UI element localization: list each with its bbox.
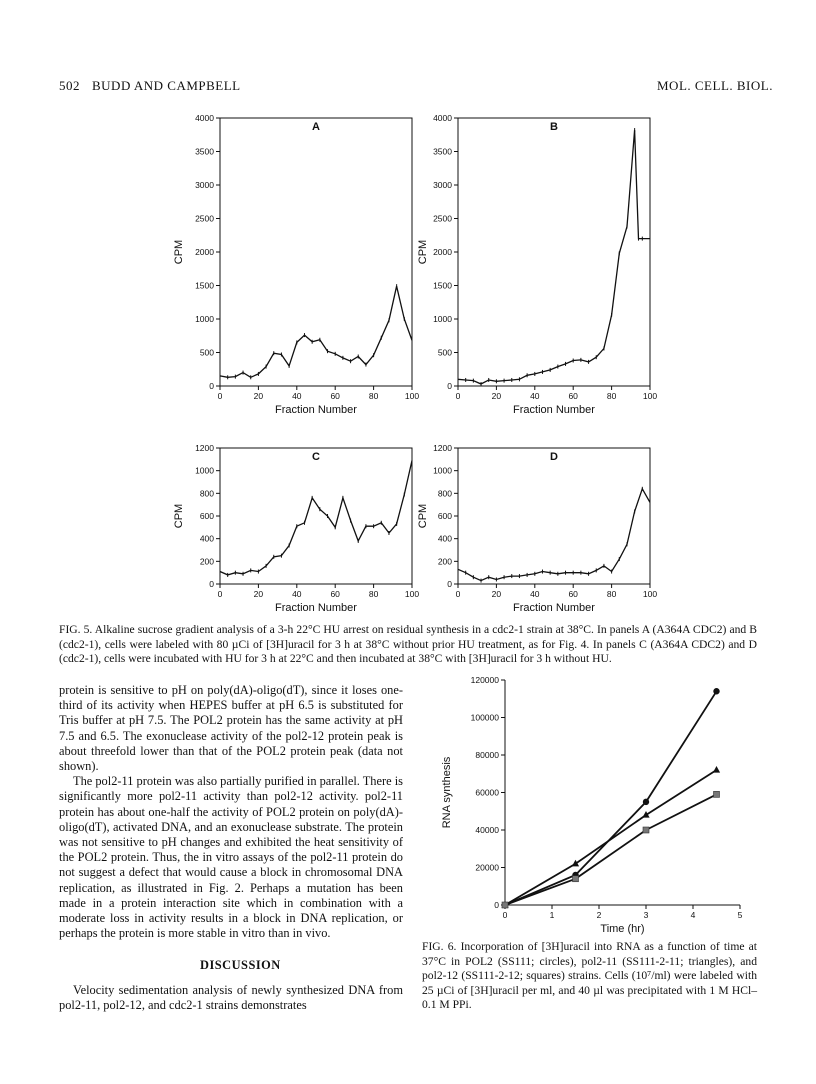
- data-point-circle: [713, 688, 719, 694]
- y-tick-label: 60000: [475, 787, 499, 798]
- y-tick-label: 3500: [195, 146, 214, 157]
- y-tick-label: 40000: [475, 825, 499, 835]
- fig5-panel-a-svg: [170, 110, 430, 416]
- x-tick-label: 100: [404, 391, 420, 401]
- x-tick-label: 80: [606, 589, 617, 599]
- y-tick-label: 4000: [433, 113, 452, 123]
- fig5-panel-a: [170, 110, 430, 415]
- x-axis-label: Time (hr): [600, 923, 645, 935]
- x-axis-label: Fraction Number: [275, 602, 357, 614]
- x-axis-label: Fraction Number: [513, 602, 595, 614]
- y-tick-label: 1500: [433, 280, 452, 291]
- y-tick-label: 2000: [433, 247, 452, 257]
- y-tick-label: 2000: [195, 247, 214, 257]
- panel-letter: A: [312, 121, 320, 133]
- x-tick-label: 60: [568, 589, 578, 599]
- discussion-heading: DISCUSSION: [200, 958, 281, 972]
- x-tick-label: 1: [549, 910, 555, 920]
- data-point-square: [502, 902, 508, 908]
- fig6-caption: FIG. 6. Incorporation of [3H]uracil into RNA as a function of time at 37°C in POL2 (SS111; circles), pol2-11 (SS111-2-11; triangles), and pol2-12 (SS111-2-12; squares) strains. Cells (10⁷/ml) were labeled with 25 µCi of [3H]uracil per ml, and 40 µl was precipitated with 1 M HCl–0.1 M PPi.: [422, 940, 757, 1011]
- fig5-panel-d-svg: [408, 440, 668, 620]
- x-axis-label: Fraction Number: [275, 404, 357, 416]
- x-tick-label: 20: [253, 589, 264, 599]
- fig6-chart: [430, 670, 760, 945]
- y-tick-label: 1200: [433, 443, 452, 453]
- panel-letter: C: [312, 451, 320, 463]
- y-axis-label: CPM: [417, 239, 429, 265]
- y-tick-label: 500: [437, 347, 452, 358]
- x-tick-label: 0: [217, 391, 223, 401]
- x-tick-label: 40: [530, 391, 540, 401]
- y-tick-label: 500: [199, 347, 214, 358]
- y-tick-label: 80000: [475, 750, 499, 760]
- x-tick-label: 60: [568, 391, 578, 401]
- y-tick-label: 3000: [433, 180, 452, 190]
- x-tick-label: 40: [292, 589, 302, 599]
- body-paragraph-1: protein is sensitive to pH on poly(dA)-oligo(dT), since it loses one-third of its activity when HEPES buffer at pH 6.5 is substituted for Tris buffer at pH 7.5. The POL2 protein has the same activity at pH 7.5 and 6.5. The exonuclease activity of the pol2-12 protein peak is about threefold lower than that of the POL2 protein peak (data not shown).: [59, 683, 403, 774]
- running-authors: BUDD AND CAMPBELL: [92, 78, 241, 93]
- body-column-left: [59, 683, 403, 941]
- x-tick-label: 80: [368, 391, 379, 401]
- series-line: [505, 691, 717, 905]
- x-tick-label: 0: [502, 910, 508, 920]
- fig5-panel-d: [408, 440, 668, 625]
- y-tick-label: 1000: [433, 314, 452, 324]
- x-tick-label: 5: [737, 910, 743, 920]
- x-tick-label: 60: [330, 391, 340, 401]
- fig5-panel-c-svg: [170, 440, 430, 620]
- y-axis-label: CPM: [173, 503, 185, 529]
- y-tick-label: 0: [447, 579, 452, 589]
- y-tick-label: 2500: [195, 213, 214, 224]
- y-axis-label: RNA synthesis: [441, 756, 453, 829]
- data-point-triangle: [713, 766, 720, 773]
- y-tick-label: 120000: [470, 675, 499, 685]
- y-tick-label: 400: [199, 533, 214, 544]
- fig5-panel-c: [170, 440, 430, 625]
- x-axis-label: Fraction Number: [513, 404, 595, 416]
- body-paragraph-2: The pol2-11 protein was also partially purified in parallel. There is significantly more pol2-11 activity than pol2-12 activity. pol2-11 protein has about one-half the activity of POL2 protein on poly(dA)-oligo(dT), activated DNA, and an exonuclease substrate. The protein was not sensitive to pH changes and exhibited the heat sensitivity of the POL2 protein. Thus, the in vitro assays of the pol2-11 protein do not suggest a defect that would cause a block in chromosomal DNA replication, as illustrated in Fig. 2. Perhaps a mutation has been made in a protein interaction site which in combination with a moderate loss in activity results in a block in DNA replication, or perhaps the protein is more stable in vitro than in vivo.: [59, 774, 403, 941]
- y-tick-label: 0: [494, 900, 499, 910]
- data-point-circle: [643, 799, 649, 805]
- plot-frame: [458, 118, 650, 386]
- y-tick-label: 0: [447, 381, 452, 391]
- series-line: [458, 130, 650, 384]
- plot-frame: [220, 448, 412, 584]
- y-tick-label: 0: [209, 579, 214, 589]
- series-line: [220, 461, 412, 575]
- y-tick-label: 200: [437, 556, 452, 567]
- plot-frame: [458, 448, 650, 584]
- y-tick-label: 1000: [195, 314, 214, 324]
- x-tick-label: 80: [606, 391, 617, 401]
- panel-letter: D: [550, 451, 558, 463]
- fig5-panel-b: [408, 110, 668, 415]
- y-tick-label: 1000: [195, 465, 214, 476]
- running-journal: MOL. CELL. BIOL.: [657, 78, 773, 93]
- y-tick-label: 1500: [195, 280, 214, 291]
- x-tick-label: 60: [330, 589, 340, 599]
- x-tick-label: 20: [491, 391, 502, 401]
- y-tick-label: 800: [199, 488, 214, 499]
- x-tick-label: 100: [642, 391, 658, 401]
- x-tick-label: 40: [292, 391, 302, 401]
- x-tick-label: 0: [217, 589, 223, 599]
- x-tick-label: 100: [404, 589, 420, 599]
- x-tick-label: 80: [368, 589, 379, 599]
- series-line: [458, 489, 650, 581]
- data-point-square: [573, 876, 579, 882]
- fig6-chart-svg: [430, 670, 760, 940]
- y-tick-label: 200: [199, 556, 214, 567]
- x-tick-label: 20: [253, 391, 264, 401]
- y-axis-label: CPM: [173, 239, 185, 265]
- x-tick-label: 4: [690, 910, 696, 920]
- y-tick-label: 4000: [195, 113, 214, 123]
- y-tick-label: 1200: [195, 443, 214, 453]
- panel-letter: B: [550, 121, 558, 133]
- discussion-paragraph: [59, 983, 403, 1013]
- y-tick-label: 800: [437, 488, 452, 499]
- x-tick-label: 40: [530, 589, 540, 599]
- fig5-panel-b-svg: [408, 110, 668, 416]
- y-tick-label: 400: [437, 533, 452, 544]
- y-tick-label: 3000: [195, 180, 214, 190]
- y-tick-label: 600: [199, 511, 214, 521]
- y-tick-label: 600: [437, 511, 452, 521]
- series-line: [220, 286, 412, 377]
- plot-frame: [220, 118, 412, 386]
- y-tick-label: 1000: [433, 465, 452, 476]
- data-point-square: [643, 827, 649, 833]
- data-point-square: [714, 791, 720, 797]
- x-tick-label: 100: [642, 589, 658, 599]
- y-tick-label: 2500: [433, 213, 452, 224]
- x-tick-label: 0: [455, 589, 461, 599]
- y-tick-label: 3500: [433, 146, 452, 157]
- y-axis-label: CPM: [417, 503, 429, 529]
- y-tick-label: 0: [209, 381, 214, 391]
- y-tick-label: 100000: [470, 712, 499, 723]
- series-line: [505, 794, 717, 905]
- x-tick-label: 0: [455, 391, 461, 401]
- page-number: 502: [59, 78, 80, 93]
- x-tick-label: 2: [596, 910, 602, 920]
- y-tick-label: 20000: [475, 862, 499, 873]
- fig5-caption: FIG. 5. Alkaline sucrose gradient analysis of a 3-h 22°C HU arrest on residual synthesis in a cdc2-1 strain at 38°C. In panels A (A364A CDC2) and B (cdc2-1), cells were labeled with 80 µCi of [3H]uracil for 3 h at 38°C without prior HU treatment, as for Fig. 4. In panels C (A364A CDC2) and D (cdc2-1), cells were incubated with HU for 3 h at 22°C and then incubated at 38°C with [3H]uracil for 3 h without HU.: [59, 623, 757, 665]
- discussion-text: Velocity sedimentation analysis of newly synthesized DNA from pol2-11, pol2-12, and cdc2-1 strains demonstrates: [59, 983, 403, 1013]
- x-tick-label: 20: [491, 589, 502, 599]
- x-tick-label: 3: [643, 910, 649, 920]
